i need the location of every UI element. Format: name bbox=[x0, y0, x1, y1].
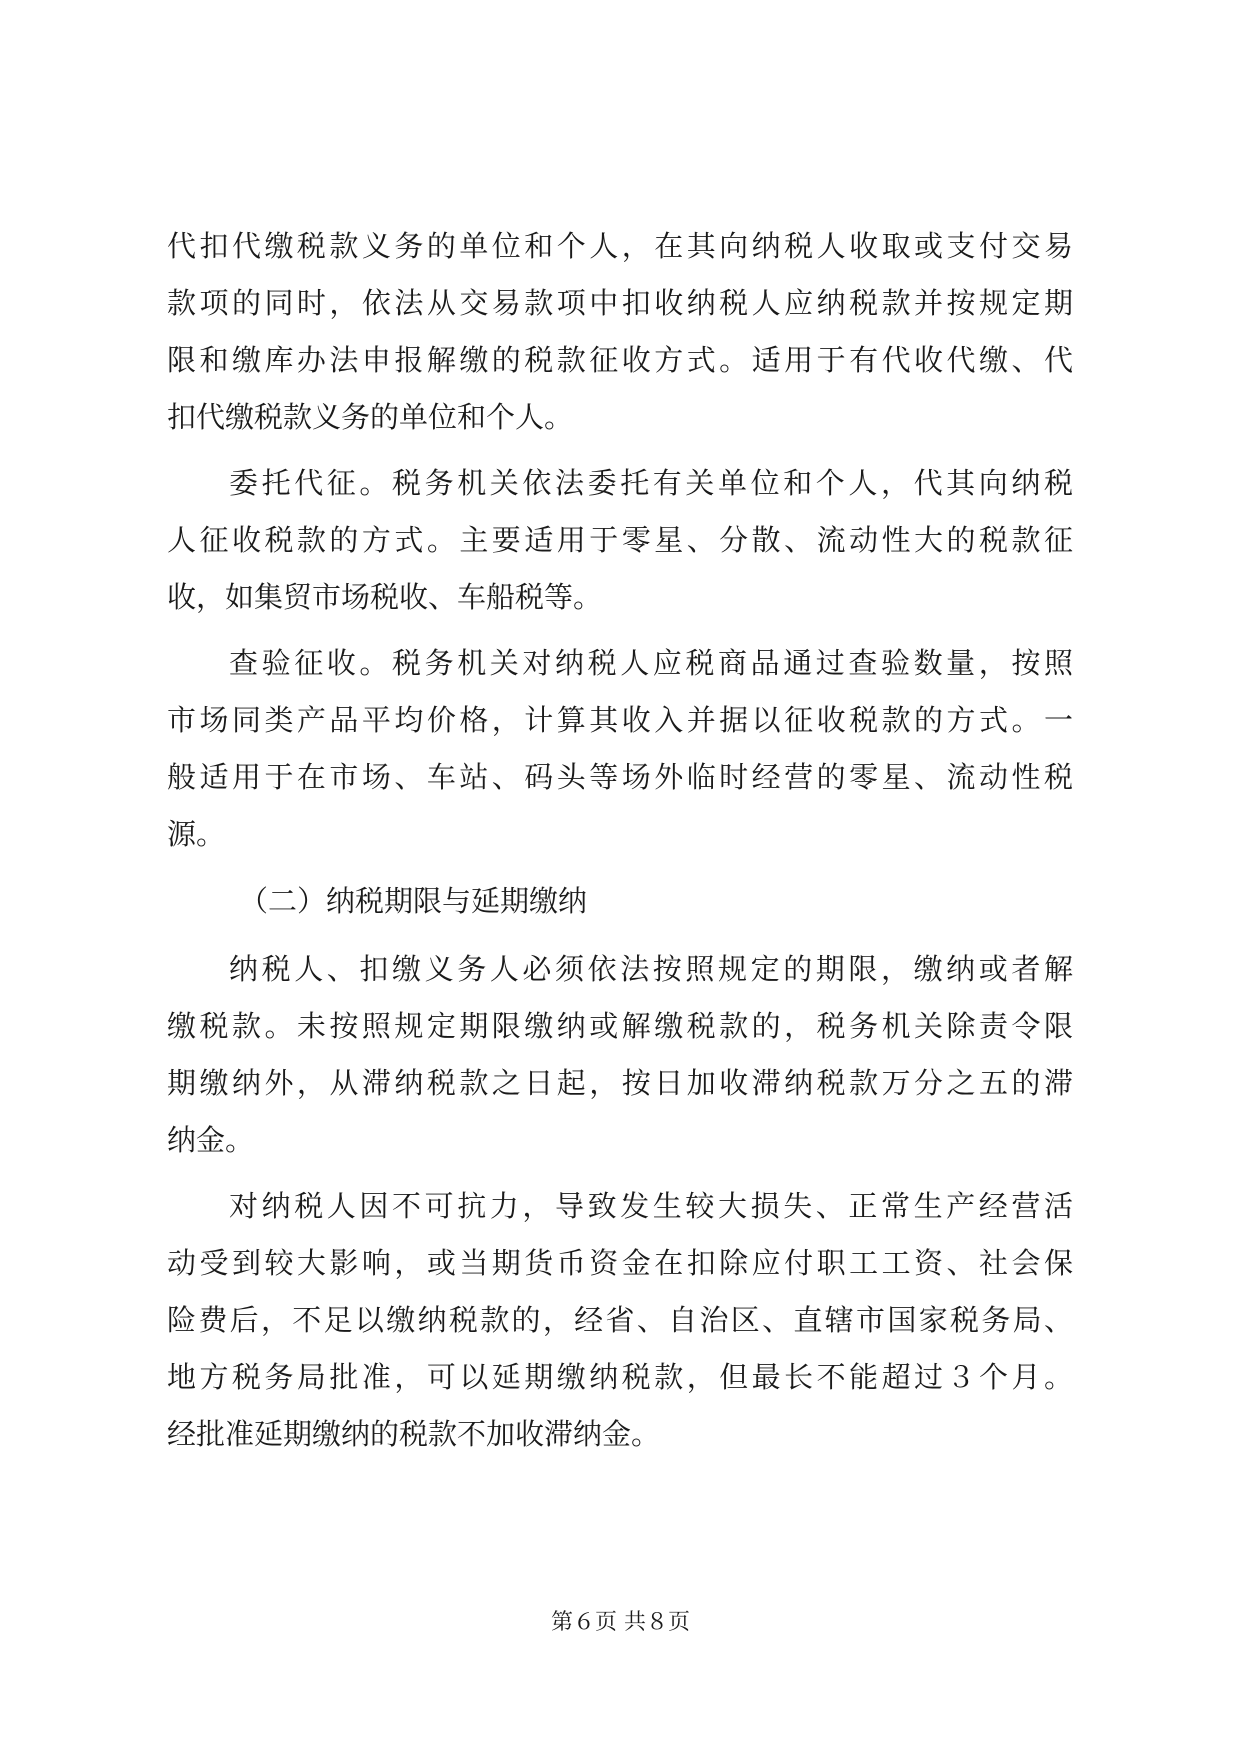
section-heading: （二）纳税期限与延期缴纳 bbox=[239, 884, 588, 918]
text-line: 纳金。 bbox=[167, 1123, 255, 1157]
text-line: 扣代缴税款义务的单位和个人。 bbox=[167, 400, 574, 434]
text-line: 限和缴库办法申报解缴的税款征收方式。适用于有代收代缴、代 bbox=[167, 343, 1073, 377]
text-line: 缴税款。未按照规定期限缴纳或解缴税款的，税务机关除责令限 bbox=[167, 1009, 1073, 1043]
text-line: 地方税务局批准，可以延期缴纳税款，但最长不能超过３个月。 bbox=[167, 1360, 1073, 1394]
text-line: 人征收税款的方式。主要适用于零星、分散、流动性大的税款征 bbox=[167, 523, 1073, 557]
text-line: 期缴纳外，从滞纳税款之日起，按日加收滞纳税款万分之五的滞 bbox=[167, 1066, 1073, 1100]
text-line: 险费后，不足以缴纳税款的，经省、自治区、直辖市国家税务局、 bbox=[167, 1303, 1073, 1337]
text-line: 代扣代缴税款义务的单位和个人，在其向纳税人收取或支付交易 bbox=[167, 229, 1073, 263]
text-line: 般适用于在市场、车站、码头等场外临时经营的零星、流动性税 bbox=[167, 760, 1073, 794]
text-line: 对纳税人因不可抗力，导致发生较大损失、正常生产经营活 bbox=[229, 1189, 1073, 1223]
text-line: 收，如集贸市场税收、车船税等。 bbox=[167, 580, 603, 614]
page-number-footer: 第６页 共８页 bbox=[551, 1610, 690, 1635]
text-line: 委托代征。税务机关依法委托有关单位和个人，代其向纳税 bbox=[229, 466, 1073, 500]
text-line: 动受到较大影响，或当期货币资金在扣除应付职工工资、社会保 bbox=[167, 1246, 1073, 1280]
text-line: 经批准延期缴纳的税款不加收滞纳金。 bbox=[167, 1417, 661, 1451]
text-line: 市场同类产品平均价格，计算其收入并据以征收税款的方式。一 bbox=[167, 703, 1073, 737]
text-line: 款项的同时，依法从交易款项中扣收纳税人应纳税款并按规定期 bbox=[167, 286, 1073, 320]
text-line: 纳税人、扣缴义务人必须依法按照规定的期限，缴纳或者解 bbox=[229, 952, 1073, 986]
text-line: 源。 bbox=[167, 817, 226, 851]
text-line: 查验征收。税务机关对纳税人应税商品通过查验数量，按照 bbox=[229, 646, 1073, 680]
